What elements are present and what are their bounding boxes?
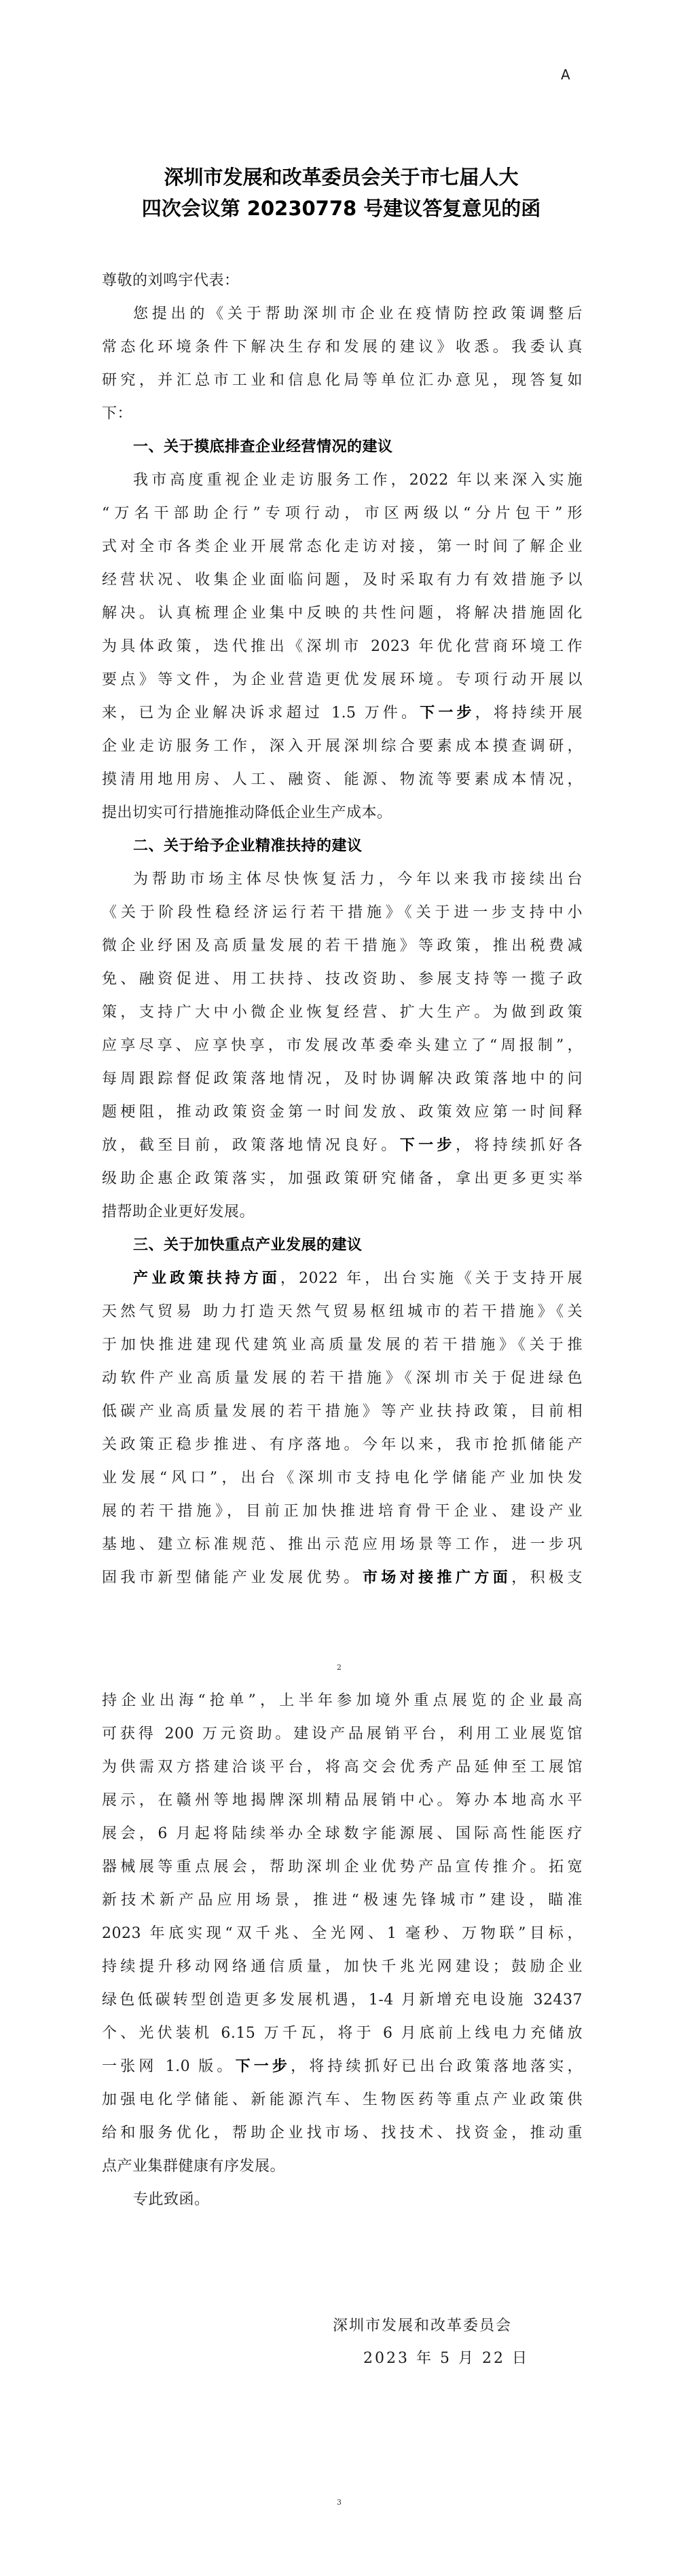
paragraph-line — [102, 1096, 583, 1129]
paragraph-line — [102, 1983, 583, 2017]
text-run: 题梗阻，推动政策资金第一时间发放、政策效应第一时间释 — [102, 1104, 583, 1121]
text-run: 应享尽享、应享快享，市发展改革委牵头建立了“周报制”， — [102, 1037, 583, 1054]
paragraph-line — [102, 696, 583, 730]
text-run: ，2022 年，出台实施《关于支持开展 — [280, 1270, 583, 1287]
salutation: 尊敬的刘鸣宇代表： — [102, 272, 240, 289]
text-run: 持续提升移动网络通信质量，加快千兆光网建设；鼓励企业 — [102, 1958, 583, 1975]
text-run: 展的若干措施》，目前正加快推进培育骨干企业、建设产业 — [102, 1503, 583, 1520]
title-line-2: 四次会议第 20230778 号建议答复意见的函 — [141, 197, 541, 220]
text-run: ，将持续开展 — [475, 705, 583, 722]
paragraph-line — [102, 1195, 583, 1229]
intro-line: 研究，并汇总市工业和信息化局等单位汇办意见，现答复如 — [102, 372, 583, 389]
paragraph-line — [102, 2116, 583, 2150]
paragraph-line — [102, 497, 583, 530]
bold-phrase: 下一步 — [420, 705, 475, 722]
paragraph-line — [102, 1129, 583, 1162]
paragraph-line — [102, 1561, 583, 1594]
text-run: 持企业出海“抢单”，上半年参加境外重点展览的企业最高 — [102, 1692, 583, 1709]
text-run: 可获得 200 万元资助。建设产品展销平台，利用工业展览馆 — [102, 1725, 583, 1742]
paragraph-line — [102, 1395, 583, 1428]
text-run: 经营状况、收集企业面临问题，及时采取有力有效措施予以 — [102, 572, 583, 589]
text-run: 《关于阶段性稳经济运行若干措施》《关于进一步支持中小 — [102, 904, 583, 921]
text-run: 展会，6 月起将陆续举办全球数字能源展、国际高性能医疗 — [102, 1825, 583, 1842]
bold-phrase: 市场对接推广方面 — [362, 1569, 512, 1586]
text-run: “万名干部助企行”专项行动，市区两级以“分片包干”形 — [102, 505, 583, 522]
text-run: 加强电化学储能、新能源汽车、生物医药等重点产业政策供 — [102, 2091, 583, 2108]
title-line-1: 深圳市发展和改革委员会关于市七届人大 — [164, 166, 519, 189]
letter-body-page-2 — [102, 1684, 583, 2216]
paragraph-line — [102, 2017, 583, 2050]
paragraph-line — [102, 563, 583, 597]
text-run: 为供需双方搭建洽谈平台，将高交会优秀产品延伸至工展馆 — [102, 1759, 583, 1776]
signature-date: 2023 年 5 月 22 日 — [363, 2350, 529, 2367]
document-title — [102, 162, 581, 224]
text-run: 给和服务优化，帮助企业找市场、找技术、找资金，推动重 — [102, 2125, 583, 2142]
paragraph-line — [102, 1784, 583, 1817]
text-run: 个、光伏装机 6.15 万千瓦，将于 6 月底前上线电力充储放 — [102, 2025, 583, 2042]
text-run: 级助企惠企政策落实，加强政策研究储备，拿出更多更实举 — [102, 1170, 583, 1187]
section-heading-3: 三、关于加快重点产业发展的建议 — [133, 1237, 363, 1254]
paragraph-line — [102, 996, 583, 1029]
text-run: 来，已为企业解决诉求超过 1.5 万件。 — [102, 705, 420, 722]
paragraph-line — [102, 2050, 583, 2083]
paragraph-line — [102, 663, 583, 696]
text-run: 解决。认真梳理企业集中反映的共性问题，将解决措施固化 — [102, 605, 583, 622]
section-2-paragraph — [102, 863, 583, 1229]
text-run: ，将持续抓好各 — [455, 1137, 583, 1154]
paragraph-line — [102, 1495, 583, 1528]
text-run: 式对全市各类企业开展常态化走访对接，第一时间了解企业 — [102, 538, 583, 555]
section-heading-2: 二、关于给予企业精准扶持的建议 — [133, 838, 363, 855]
paragraph-line — [102, 863, 583, 896]
paragraph-line — [102, 1884, 583, 1917]
text-run: 绿色低碳转型创造更多发展机遇，1-4 月新增充电设施 32437 — [102, 1992, 583, 2009]
paragraph-line — [102, 2150, 583, 2183]
text-run: ，将持续抓好已出台政策落地落实， — [291, 2058, 583, 2075]
text-run: 提出切实可行措施推动降低企业生产成本。 — [102, 804, 392, 821]
paragraph-line — [102, 1162, 583, 1195]
section-1-paragraph — [102, 464, 583, 829]
bold-phrase: 下一步 — [235, 2058, 291, 2075]
paragraph-line — [102, 2083, 583, 2116]
text-run: 我市高度重视企业走访服务工作，2022 年以来深入实施 — [133, 472, 583, 489]
paragraph-line — [102, 1295, 583, 1328]
text-run: 固我市新型储能产业发展优势。 — [102, 1569, 363, 1586]
signature-org: 深圳市发展和改革委员会 — [333, 2317, 513, 2334]
paragraph-line — [102, 1062, 583, 1096]
letter-body-page-1 — [102, 264, 583, 1594]
paragraph-line — [102, 929, 583, 963]
section-3-paragraph-part-1 — [102, 1262, 583, 1594]
paragraph-line — [102, 1528, 583, 1561]
intro-line: 您提出的《关于帮助深圳市企业在疫情防控政策调整后 — [133, 305, 583, 322]
text-run: 展示，在赣州等地揭牌深圳精品展销中心。筹办本地高水平 — [102, 1792, 583, 1809]
paragraph-line — [102, 730, 583, 763]
paragraph-line — [102, 597, 583, 630]
paragraph-line — [102, 1817, 583, 1850]
text-run: 措帮助企业更好发展。 — [102, 1203, 255, 1220]
text-run: 策，支持广大中小微企业恢复经营、扩大生产。为做到政策 — [102, 1004, 583, 1021]
paragraph-line — [102, 1362, 583, 1395]
text-run: 业发展“风口”，出台《深圳市支持电化学储能产业加快发 — [102, 1470, 583, 1487]
text-run: 器械展等重点展会，帮助深圳企业优势产品宣传推介。拓宽 — [102, 1859, 583, 1875]
page-number-3: 3 — [337, 2498, 342, 2507]
paragraph-line — [102, 796, 583, 829]
paragraph-line — [102, 1950, 583, 1983]
intro-line: 下： — [102, 405, 133, 422]
paragraph-line — [102, 1328, 583, 1362]
text-run: 基地、建立标准规范、推出示范应用场景等工作，进一步巩 — [102, 1536, 583, 1553]
intro-line: 常态化环境条件下解决生存和发展的建议》收悉。我委认真 — [102, 339, 583, 356]
text-run: 点产业集群健康有序发展。 — [102, 2158, 286, 2175]
text-run: 一张网 1.0 版。 — [102, 2058, 236, 2075]
section-heading-1: 一、关于摸底排查企业经营情况的建议 — [133, 438, 393, 455]
text-run: 关政策正稳步推进、有序落地。今年以来，我市抢抓储能产 — [102, 1436, 583, 1453]
text-run: 放，截至目前，政策落地情况良好。 — [102, 1137, 400, 1154]
text-run: 低碳产业高质量发展的若干措施》等产业扶持政策，目前相 — [102, 1403, 583, 1420]
paragraph-line — [102, 763, 583, 796]
paragraph-line — [102, 1917, 583, 1950]
text-run: 要点》等文件，为企业营造更优发展环境。专项行动开展以 — [102, 671, 583, 688]
text-run: 为帮助市场主体尽快恢复活力，今年以来我市接续出台 — [133, 871, 583, 888]
text-run: 企业走访服务工作，深入开展深圳综合要素成本摸查调研， — [102, 738, 583, 755]
page-number-2: 2 — [337, 1663, 342, 1672]
text-run: 摸清用地用房、人工、融资、能源、物流等要素成本情况， — [102, 771, 583, 788]
paragraph-line — [102, 1029, 583, 1062]
paragraph-line — [102, 630, 583, 663]
intro-paragraph — [102, 297, 583, 430]
text-run: 于加快推进建现代建筑业高质量发展的若干措施》《关于推 — [102, 1337, 583, 1354]
text-run: 免、融资促进、用工扶持、技改资助、参展支持等一揽子政 — [102, 971, 583, 988]
text-run: 2023 年底实现“双千兆、全光网、1 毫秒、万物联”目标， — [102, 1925, 583, 1942]
paragraph-line — [102, 1684, 583, 1717]
paragraph-line — [102, 1850, 583, 1884]
paragraph-line — [102, 530, 583, 563]
paragraph-line — [102, 1717, 583, 1751]
document-marker: A — [561, 67, 570, 83]
text-run: 为具体政策，迭代推出《深圳市 2023 年优化营商环境工作 — [102, 638, 583, 655]
bold-phrase: 下一步 — [399, 1137, 456, 1154]
paragraph-line — [102, 1262, 583, 1295]
paragraph-line — [102, 1461, 583, 1495]
paragraph-line — [102, 896, 583, 929]
section-3-paragraph-part-2 — [102, 1684, 583, 2183]
text-run: 动软件产业高质量发展的若干措施》《深圳市关于促进绿色 — [102, 1370, 583, 1387]
closing-line: 专此致函。 — [133, 2191, 210, 2208]
text-run: 新技术新产品应用场景，推进“极速先锋城市”建设，瞄准 — [102, 1892, 583, 1909]
text-run: ，积极支 — [511, 1569, 583, 1586]
text-run: 微企业纾困及高质量发展的若干措施》等政策，推出税费减 — [102, 937, 583, 954]
paragraph-line — [102, 963, 583, 996]
paragraph-line — [102, 1428, 583, 1461]
text-run: 天然气贸易 助力打造天然气贸易枢纽城市的若干措施》《关 — [102, 1303, 583, 1320]
bold-phrase: 产业政策扶持方面 — [133, 1270, 280, 1287]
paragraph-line — [102, 464, 583, 497]
text-run: 每周跟踪督促政策落地情况，及时协调解决政策落地中的问 — [102, 1070, 583, 1087]
paragraph-line — [102, 1751, 583, 1784]
